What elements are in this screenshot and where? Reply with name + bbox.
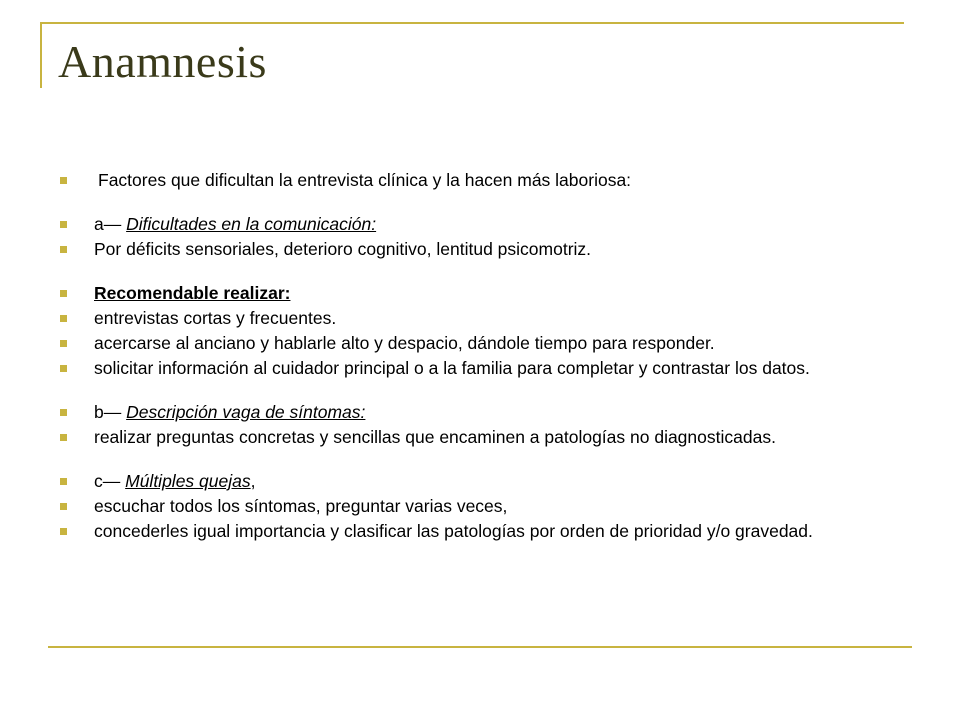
section-heading: Recomendable realizar:	[94, 283, 291, 303]
square-bullet-icon	[60, 528, 67, 535]
bullet-item	[58, 521, 878, 541]
bullet-text: Por déficits sensoriales, deterioro cognitivo, lentitud psicomotriz.	[94, 239, 592, 259]
square-bullet-icon	[60, 315, 67, 322]
square-bullet-icon	[60, 478, 67, 485]
square-bullet-icon	[60, 340, 67, 347]
square-bullet-icon	[60, 409, 67, 416]
bullet-item	[58, 214, 878, 234]
section-heading: Múltiples quejas	[125, 471, 251, 491]
left-rule	[40, 22, 42, 88]
bullet-suffix: ,	[250, 471, 256, 491]
bullet-item	[58, 239, 878, 259]
bottom-rule	[48, 646, 912, 648]
square-bullet-icon	[60, 290, 67, 297]
section-heading: Dificultades en la comunicación:	[126, 214, 377, 234]
bullet-text: solicitar información al cuidador principal o a la familia para completar y contrastar los datos.	[94, 358, 810, 378]
bullet-item	[58, 496, 878, 516]
bullet-prefix: b—	[94, 402, 127, 422]
bullet-list	[58, 170, 878, 541]
bullet-text: Factores que dificultan la entrevista clínica y la hacen más laboriosa:	[98, 170, 632, 190]
bullet-item	[58, 358, 878, 378]
bullet-text: realizar preguntas concretas y sencillas que encaminen a patologías no diagnosticadas.	[94, 427, 776, 447]
square-bullet-icon	[60, 503, 67, 510]
bullet-text: entrevistas cortas y frecuentes.	[94, 308, 337, 328]
square-bullet-icon	[60, 177, 67, 184]
slide-title: Anamnesis	[58, 36, 267, 87]
square-bullet-icon	[60, 246, 67, 253]
bullet-item	[58, 170, 878, 190]
bullet-item	[58, 283, 878, 303]
bullet-prefix: a—	[94, 214, 127, 234]
bullet-item	[58, 471, 878, 491]
bullet-text: acercarse al anciano y hablarle alto y despacio, dándole tiempo para responder.	[94, 333, 715, 353]
bullet-item	[58, 402, 878, 422]
top-rule	[40, 22, 904, 24]
section-heading: Descripción vaga de síntomas:	[126, 402, 366, 422]
bullet-text: concederles igual importancia y clasificar las patologías por orden de prioridad y/o gravedad.	[94, 521, 813, 541]
square-bullet-icon	[60, 434, 67, 441]
bullet-item	[58, 333, 878, 353]
square-bullet-icon	[60, 221, 67, 228]
bullet-prefix: c—	[94, 471, 126, 491]
bullet-item	[58, 308, 878, 328]
bullet-item	[58, 427, 878, 447]
bullet-text: escuchar todos los síntomas, preguntar varias veces,	[94, 496, 508, 516]
square-bullet-icon	[60, 365, 67, 372]
